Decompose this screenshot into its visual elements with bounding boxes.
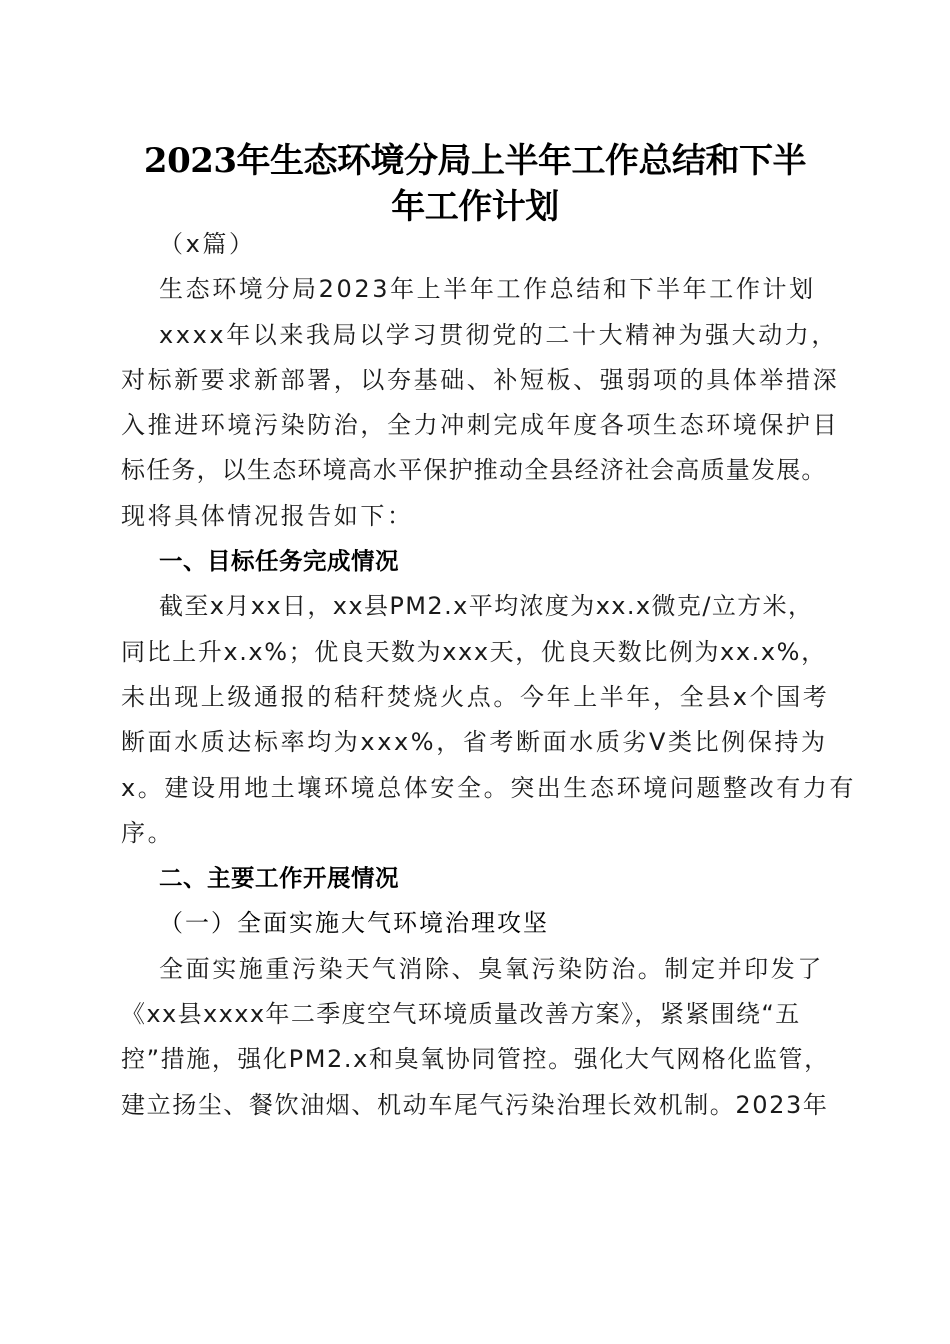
paragraph-line: 对标新要求新部署，以夯基础、补短板、强弱项的具体举措深 bbox=[121, 365, 840, 394]
document-body bbox=[121, 222, 857, 1128]
paragraph-line: 未出现上级通报的秸秆焚烧火点。今年上半年，全县x个国考 bbox=[121, 682, 830, 711]
document-subtitle: 生态环境分局2023年上半年工作总结和下半年工作计划 bbox=[159, 275, 816, 304]
paragraph-line: 现将具体情况报告如下： bbox=[121, 501, 414, 530]
title-line-1: 2023年生态环境分局上半年工作总结和下半 bbox=[143, 141, 807, 181]
article-label: （x篇） bbox=[159, 230, 256, 258]
paragraph-line: 断面水质达标率均为xxx%，省考断面水质劣Ⅴ类比例保持为 bbox=[121, 728, 828, 757]
subsection1-paragraph bbox=[121, 947, 836, 1128]
section1-paragraph bbox=[121, 584, 857, 856]
intro-paragraph bbox=[121, 313, 840, 539]
paragraph-line: 建立扬尘、餐饮油烟、机动车尾气污染治理长效机制。2023年 bbox=[121, 1090, 829, 1119]
paragraph-line: 入推进环境污染防治，全力冲刺完成年度各项生态环境保护目 bbox=[121, 411, 840, 440]
paragraph-line: 《xx县xxxx年二季度空气环境质量改善方案》，紧紧围绕“五 bbox=[121, 1000, 801, 1029]
title-line-2: 年工作计划 bbox=[391, 187, 559, 227]
paragraph-line: 全面实施重污染天气消除、臭氧污染防治。制定并印发了 bbox=[159, 954, 824, 983]
document-title bbox=[120, 138, 830, 230]
paragraph-line: 标任务，以生态环境高水平保护推动全县经济社会高质量发展。 bbox=[121, 456, 827, 485]
section-heading-1: 一、目标任务完成情况 bbox=[159, 547, 399, 576]
paragraph-line: 同比上升x.x%；优良天数为xxx天，优良天数比例为xx.x%， bbox=[121, 637, 827, 666]
paragraph-line: xxxx年以来我局以学习贯彻党的二十大精神为强大动力， bbox=[159, 320, 839, 349]
paragraph-line: 序。 bbox=[121, 818, 175, 847]
paragraph-line: 截至x月xx日，xx县PM2.x平均浓度为xx.x微克/立方米， bbox=[159, 592, 814, 621]
paragraph-line: 控”措施，强化PM2.x和臭氧协同管控。强化大气网格化监管， bbox=[121, 1045, 830, 1074]
paragraph-line: x。建设用地土壤环境总体安全。突出生态环境问题整改有力有 bbox=[121, 773, 857, 802]
section-heading-2: 二、主要工作开展情况 bbox=[159, 864, 399, 893]
subsection-heading-1: （一）全面实施大气环境治理攻坚 bbox=[159, 909, 549, 938]
